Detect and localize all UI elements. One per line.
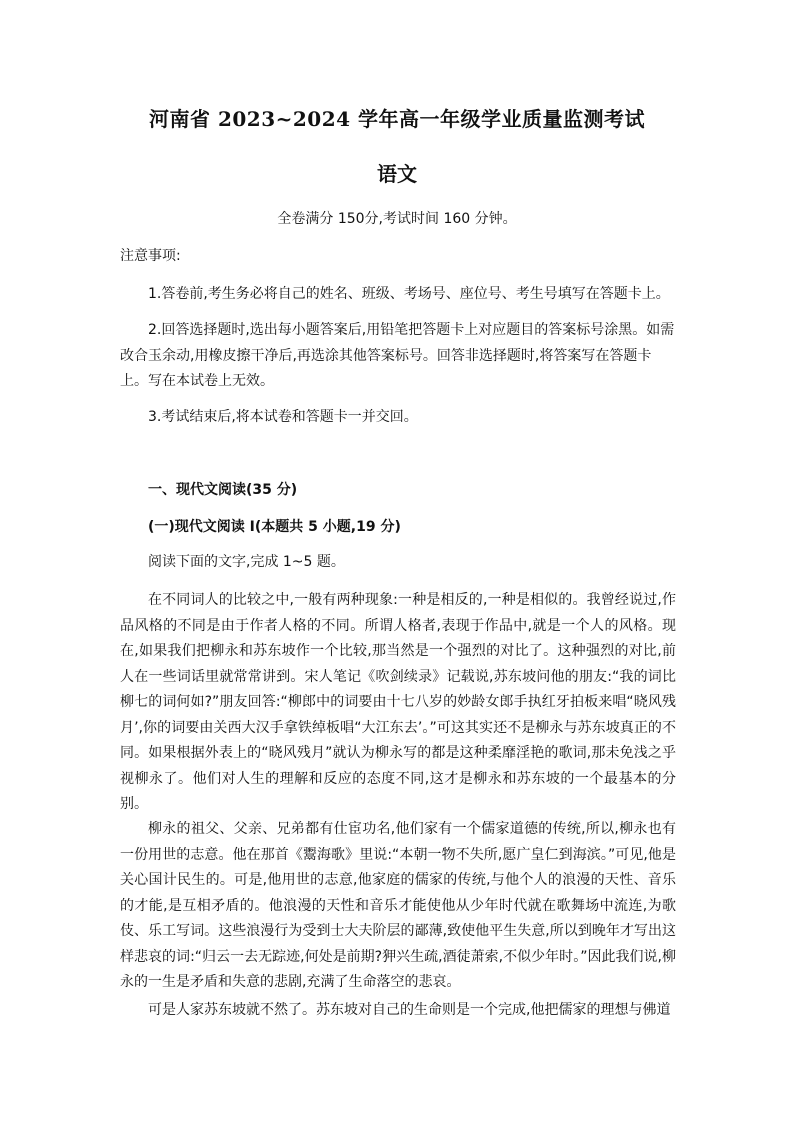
subsection-heading: (一)现代文阅读 I(本题共 5 小题,19 分) [148,519,401,535]
passage-paragraph: 柳永的祖父、父亲、兄弟都有仕宦功名,他们家有一个儒家道德的传统,所以,柳永也有一份用世的志意。他在那首《鬻海歌》里说:“本朝一物不失所,愿广皇仁到海滨。”可见,他是关心国计民生的。可是,他用世的志意,他家庭的儒家的传统,与他个人的浪漫的天性、音乐的才能,是互相矛盾的。他浪漫的天性和音乐才能使他从少年时代就在歌舞场中流连,为歌伎、乐工写词。这些浪漫行为受到士大夫阶层的鄙薄,致使他平生失意,所以到晚年才写出这样悲哀的词:“归云一去无踪迹,何处是前期?狎兴生疏,酒徒萧索,不似少年时。”因此我们说,柳永的一生是矛盾和失意的悲剧,充满了生命落空的悲哀。 [120,821,676,990]
exam-info: 全卷满分 150分,考试时间 160 分钟。 [277,211,517,227]
note-item: 3.考试结束后,将本试卷和答题卡一并交回。 [148,409,418,425]
note-item: 1.答卷前,考生务必将自己的姓名、班级、考场号、座位号、考生号填写在答题卡上。 [148,286,670,302]
passage-paragraph: 在不同词人的比较之中,一般有两种现象:一种是相反的,一种是相似的。我曾经说过,作品风格的不同是由于作者人格的不同。所谓人格者,表现于作品中,就是一个人的风格。现在,如果我们把柳永和苏东坡作一个比较,那当然是一个强烈的对比了。这种强烈的对比,前人在一些词话里就常常讲到。宋人笔记《吹剑续录》记载说,苏东坡问他的朋友:“我的词比柳七的词何如?”朋友回答:“柳郎中的词要由十七八岁的妙龄女郎手执红牙拍板来唱“晓风残月’,你的词要由关西大汉手拿铁绰板唱“大江东去’。”可这其实还不是柳永与苏东坡真正的不同。如果根据外表上的“晓风残月”就认为柳永写的都是这种柔靡淫艳的歌词,那未免浅之乎视柳永了。他们对人生的理解和反应的态度不同,这才是柳永和苏东坡的一个最基本的分别。 [120,592,676,812]
reading-instruction: 阅读下面的文字,完成 1~5 题。 [148,554,345,570]
passage-paragraph: 可是人家苏东坡就不然了。苏东坡对自己的生命则是一个完成,他把儒家的理想与佛道 [148,1002,671,1018]
subject-title: 语文 [377,162,417,186]
note-item: 2.回答选择题时,选出每小题答案后,用铅笔把答题卡上对应题目的答案标号涂黑。如需改合玉余动,用橡皮擦干净后,再选涂其他答案标号。回答非选择题时,将答案写在答题卡上。写在本试卷上无效。 [120,322,675,389]
exam-title: 河南省 2023~2024 学年高一年级学业质量监测考试 [148,107,645,131]
section-heading: 一、现代文阅读(35 分) [148,482,298,498]
notes-heading: 注意事项: [120,248,181,264]
